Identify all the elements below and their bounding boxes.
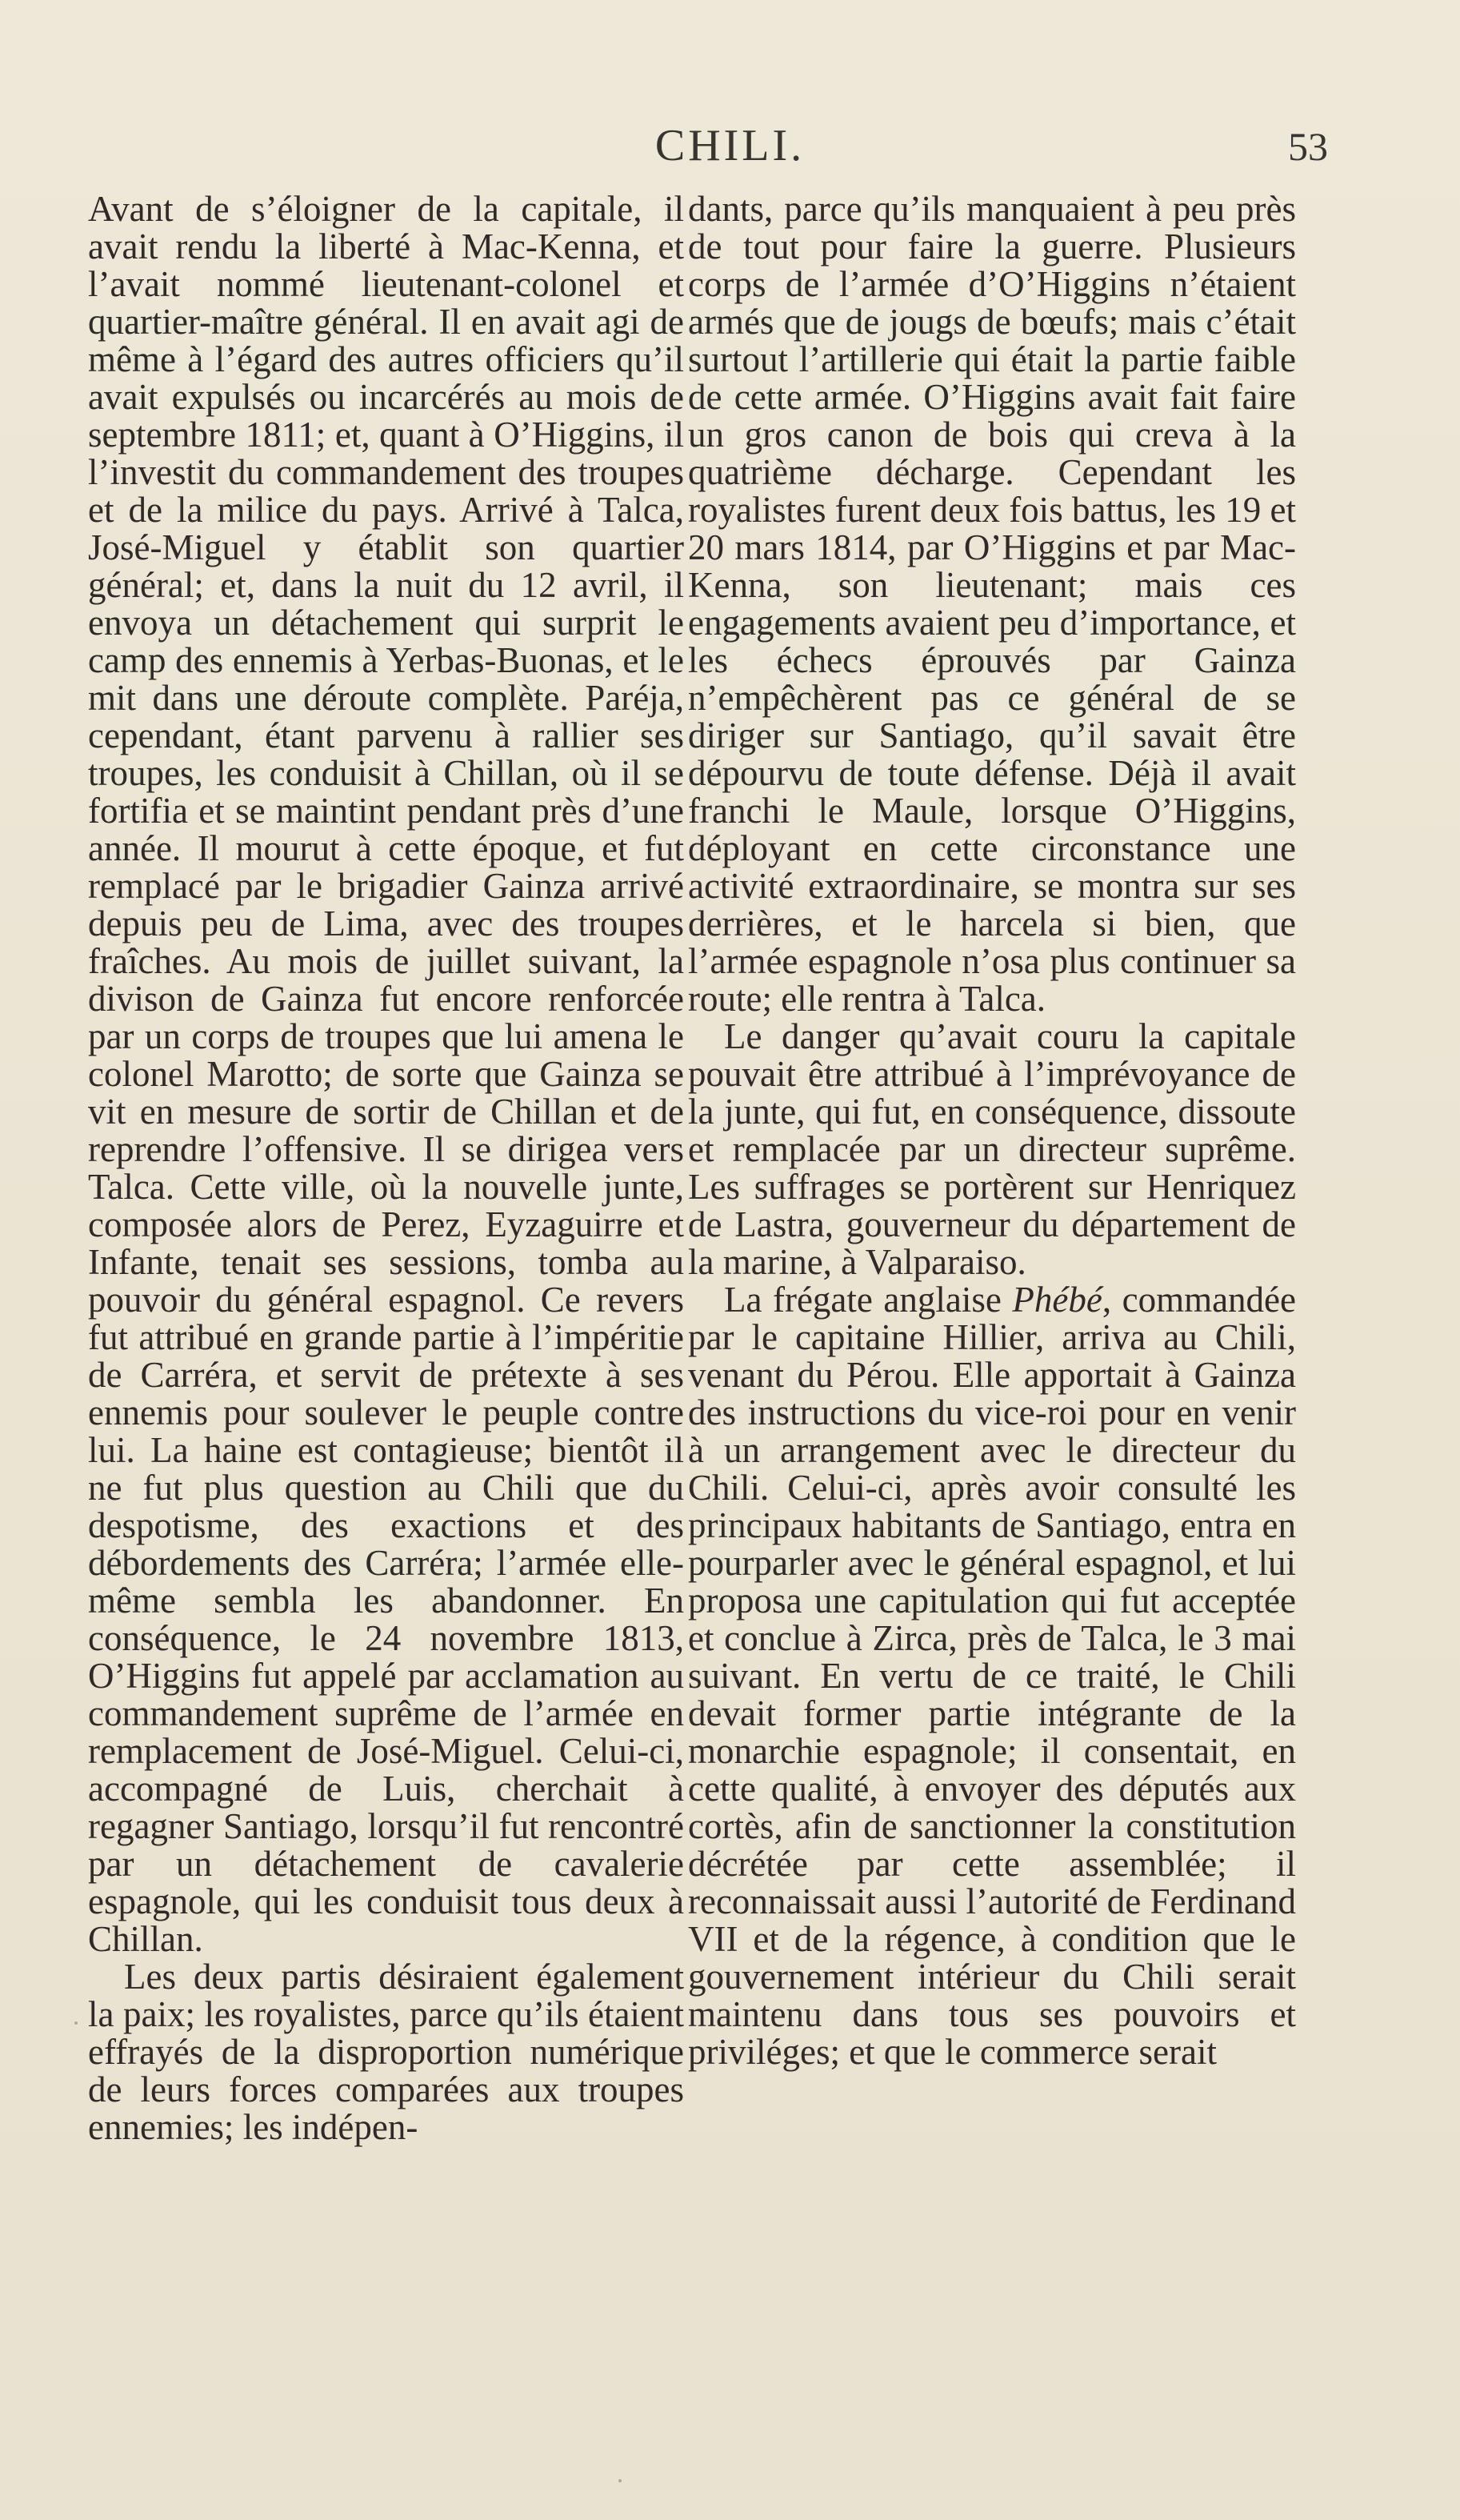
right-paragraph-3 xyxy=(688,1281,1296,2071)
running-title: CHILI. xyxy=(654,121,806,170)
page-number: 53 xyxy=(1288,124,1328,169)
paper-speck xyxy=(74,2021,78,2025)
right-paragraph-3-rest: , commandée par le capitaine Hillier, arriva au Chili, venant du Pérou. Elle apportait à Gainza des instructions du vice-roi pour en venir à un arrangement avec le directeur du Chili. Celui-ci, après avoir consulté les principaux habitants de Santiago, entra en pourparler avec le général espagnol, et lui proposa une capitulation qui fut acceptée et conclue à Zirca, près de Talca, le 3 mai suivant. En vertu de ce traité, le Chili devait former partie intégrante de la monarchie espagnole; il consentait, en cette qualité, à envoyer des députés aux cortès, afin de sanctionner la constitution décrétée par cette assemblée; il reconnaissait aussi l’autorité de Ferdinand VII et de la régence, à condition que le gouvernement intérieur du Chili serait maintenu dans tous ses pouvoirs et priviléges; et que le commerce serait xyxy=(688,1280,1296,2072)
right-paragraph-1: dants, parce qu’ils manquaient à peu près de tout pour faire la guerre. Plusieurs corps de l’armée d’O’Higgins n’étaient armés que de jougs de bœufs; mais c’était surtout l’artillerie qui était la partie faible de cette armée. O’Higgins avait fait faire un gros canon de bois qui creva à la quatrième décharge. Cependant les royalistes furent deux fois battus, les 19 et 20 mars 1814, par O’Higgins et par Mac-Kenna, son lieutenant; mais ces engagements avaient peu d’importance, et les échecs éprouvés par Gainza n’empêchèrent pas ce général de se diriger sur Santiago, qu’il savait être dépourvu de toute défense. Déjà il avait franchi le Maule, lorsque O’Higgins, déployant en cette circonstance une activité extraordinaire, se montra sur ses derrières, et le harcela si bien, que l’armée espagnole n’osa plus continuer sa route; elle rentra à Talca. xyxy=(688,189,1296,1019)
ship-name: Phébé xyxy=(1012,1280,1102,1320)
paper-speck xyxy=(618,2479,622,2482)
right-paragraph-3-start: La frégate anglaise xyxy=(724,1280,1013,1320)
left-column xyxy=(88,190,684,2146)
left-paragraph-1: Avant de s’éloigner de la capitale, il avait rendu la liberté à Mac-Kenna, et l’avait nommé lieutenant-colonel et quartier-maître général. Il en avait agi de même à l’égard des autres officiers qu’il avait expulsés ou incarcérés au mois de septembre 1811; et, quant à O’Higgins, il l’investit du commandement des troupes et de la milice du pays. Arrivé à Talca, José-Miguel y établit son quartier général; et, dans la nuit du 12 avril, il envoya un détachement qui surprit le camp des ennemis à Yerbas-Buonas, et le mit dans une déroute complète. Paréja, cependant, étant parvenu à rallier ses troupes, les conduisit à Chillan, où il se fortifia et se maintint pendant près d’une année. Il mourut à cette époque, et fut remplacé par le brigadier Gainza arrivé depuis peu de Lima, avec des troupes fraîches. Au mois de juillet suivant, la divison de Gainza fut encore renforcée par un corps de troupes que lui amena le colonel Marotto; de sorte que Gainza se vit en mesure de sortir de Chillan et de reprendre l’offensive. Il se dirigea vers Talca. Cette ville, où la nouvelle junte, composée alors de Perez, Eyzaguirre et Infante, tenait ses sessions, tomba au pouvoir du général espagnol. Ce revers fut attribué en grande partie à l’impéritie de Carréra, et servit de prétexte à ses ennemis pour soulever le peuple contre lui. La haine est contagieuse; bientôt il ne fut plus question au Chili que du despotisme, des exactions et des débordements des Carréra; l’armée elle-même sembla les abandonner. En conséquence, le 24 novembre 1813, O’Higgins fut appelé par acclamation au commandement suprême de l’armée en remplacement de José-Miguel. Celui-ci, accompagné de Luis, cherchait à regagner Santiago, lorsqu’il fut rencontré par un détachement de cavalerie espagnole, qui les conduisit tous deux à Chillan. xyxy=(88,189,684,1959)
right-column xyxy=(688,190,1296,2071)
left-paragraph-2: Les deux partis désiraient également la paix; les royalistes, parce qu’ils étaient effrayés de la disproportion numérique de leurs forces comparées aux troupes ennemies; les indépen- xyxy=(88,1957,684,2147)
running-head xyxy=(0,120,1460,176)
right-paragraph-2: Le danger qu’avait couru la capitale pouvait être attribué à l’imprévoyance de la junte, qui fut, en conséquence, dissoute et remplacée par un directeur suprême. Les suffrages se portèrent sur Henriquez de Lastra, gouverneur du département de la marine, à Valparaiso. xyxy=(688,1016,1296,1282)
